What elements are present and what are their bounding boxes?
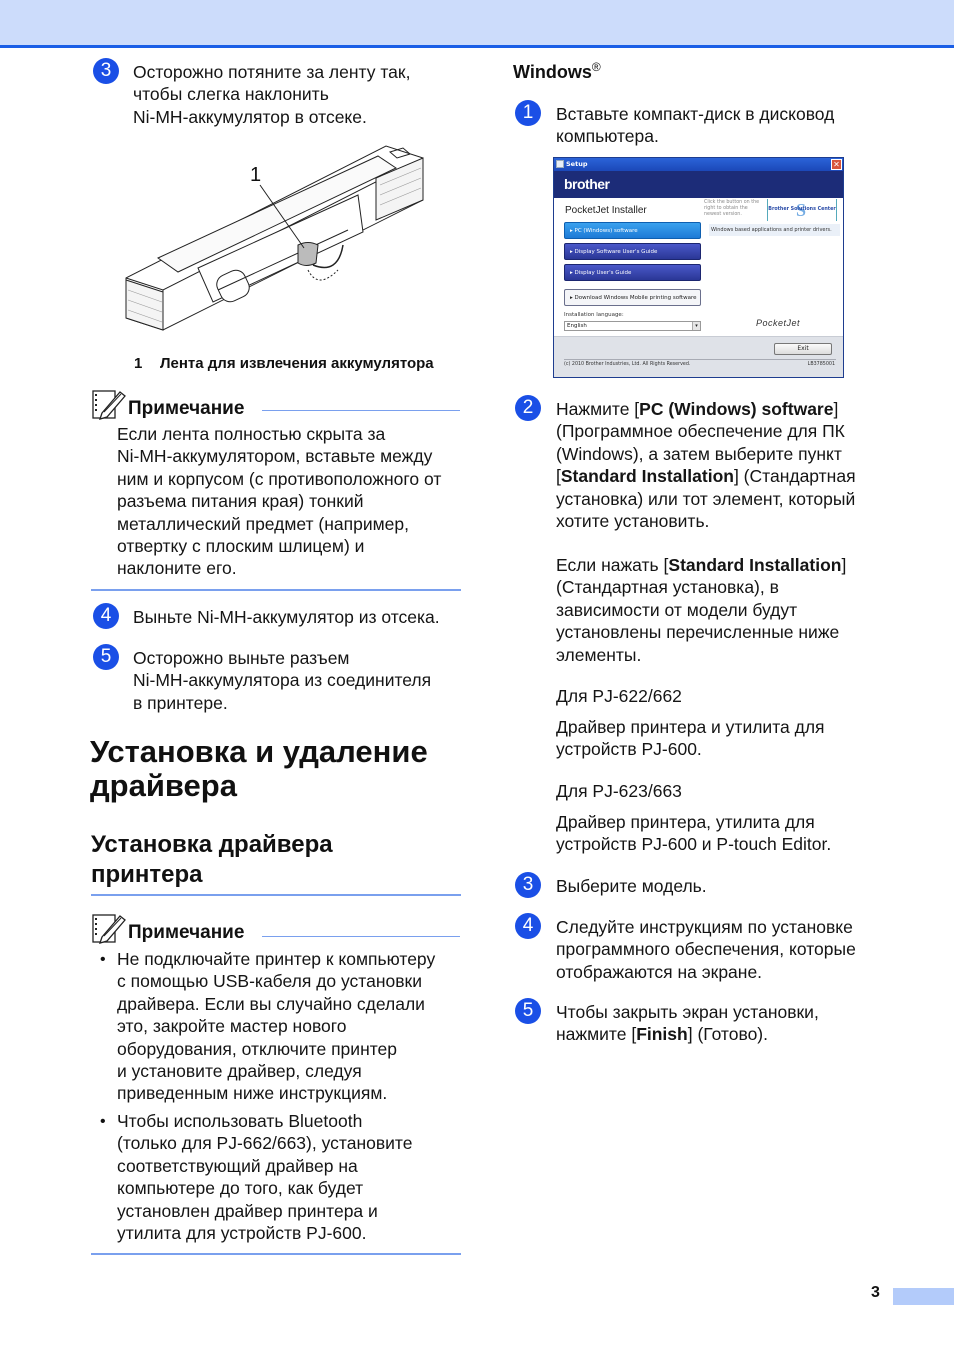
dialog-footer [554, 336, 844, 378]
text-line: с помощью USB-кабеля до установки [117, 971, 422, 992]
text-line [556, 465, 856, 487]
ui-term: Standard Installation [668, 555, 842, 575]
text-line: программного обеспечения, которые [556, 939, 856, 960]
text-line: (только для PJ-662/663), установите [117, 1133, 413, 1154]
note-title: Примечание [128, 398, 245, 419]
step-number-4: 4 [93, 603, 119, 629]
text-run: Если нажать [ [556, 555, 669, 575]
dialog-title: Setup [566, 160, 588, 168]
step4-text: Выньте Ni-MH-аккумулятор из отсека. [133, 607, 440, 627]
text-line: разъема питания края) тонкий [117, 491, 364, 512]
text-line: Драйвер принтера, утилита для [556, 812, 815, 832]
item-description: Windows based applications and printer drivers. [709, 224, 840, 236]
step3-text: Выберите модель. [556, 876, 707, 896]
text-line: Ni-MH-аккумулятора из соединителя [133, 670, 432, 691]
setup-app-icon [556, 160, 564, 168]
text-line: и установите драйвер, следуя [117, 1061, 362, 1082]
text-line: компьютере до того, как будет [117, 1178, 364, 1199]
note-pencil-icon [92, 912, 126, 944]
step5-text [556, 1001, 819, 1046]
note-header [92, 912, 244, 944]
text-line: отображаются на экране. [556, 961, 763, 982]
installer-heading: PocketJet Installer [565, 205, 647, 216]
heading-line: Установка драйвера [91, 831, 333, 858]
text-line: чтобы слегка наклонить [133, 84, 329, 105]
language-value: English [567, 323, 587, 329]
page-number: 3 [871, 1284, 880, 1301]
note-end-rule [91, 589, 461, 591]
note2-bullet2 [117, 1110, 412, 1244]
page-tab-marker [893, 1288, 954, 1305]
text-line: Драйвер принтера и утилита для [556, 717, 825, 737]
text-line: Следуйте инструкциям по установке [556, 917, 853, 937]
text-line: металлический предмет (например, [117, 513, 409, 534]
registered-mark: ® [591, 60, 601, 74]
text-line: в принтере. [133, 692, 228, 713]
text-line: соответствующий драйвер на [117, 1155, 358, 1176]
text-line: Если лента полностью скрыта за [117, 424, 386, 444]
heading-line: Установка и удаление [90, 734, 428, 769]
text-line: Не подключайте принтер к компьютеру [117, 949, 436, 969]
heading-line: принтера [91, 861, 203, 888]
dialog-titlebar [554, 158, 843, 171]
step-number-5: 5 [515, 998, 541, 1024]
text-line: установлены перечисленные ниже [556, 622, 840, 643]
figure-caption-number: 1 [134, 355, 143, 372]
step-number-3: 3 [93, 58, 119, 84]
text-run: ] [833, 399, 839, 419]
text-line: хотите установить. [556, 511, 710, 532]
bullet-glyph: • [100, 1113, 106, 1130]
copyright-text: (c) 2010 Brother Industries, Ltd. All Rights Reserved. [564, 362, 691, 367]
printer-battery-illustration [118, 140, 438, 340]
document-code: LB3785001 [807, 362, 835, 367]
text-line: отвертку с плоским шлицем) и [117, 536, 365, 557]
close-icon[interactable]: ✕ [831, 159, 842, 170]
pc-windows-software-button[interactable]: ▸ PC (Windows) software [564, 222, 701, 239]
ui-term: Standard Installation [560, 466, 734, 487]
text-run: Нажмите [ [556, 399, 640, 419]
note-header-line [262, 936, 460, 937]
text-line: оборудования, отключите принтер [117, 1038, 398, 1059]
update-hint: Click the button on the right to obtain the newest version. [704, 200, 760, 217]
text-line: компьютера. [556, 126, 659, 147]
section-heading [90, 735, 428, 803]
note-end-rule [91, 1253, 461, 1255]
subsection-heading [91, 830, 333, 890]
text-line: установлен драйвер принтера и [117, 1200, 378, 1221]
text-line: (Стандартная установка), в [556, 577, 779, 598]
step4-text [556, 916, 856, 983]
text-line: (Программное обеспечение для ПК [556, 421, 845, 442]
model1-title: Для PJ-622/662 [556, 686, 682, 706]
step5-text [133, 647, 431, 714]
step3-text [133, 61, 410, 128]
solutions-center-button[interactable] [767, 199, 837, 221]
solutions-center-logo-icon: S [796, 200, 807, 220]
text-line [556, 1023, 819, 1045]
text-line: устройств PJ-600. [556, 739, 702, 760]
text-line: установка) или тот элемент, который [556, 488, 856, 509]
step2-paragraph2 [556, 554, 846, 666]
model2-title: Для PJ-623/663 [556, 781, 682, 801]
step-number-5: 5 [93, 644, 119, 670]
subsection-rule [91, 894, 461, 896]
step2-text [556, 398, 856, 532]
text-line: ним и корпусом (с противоположного от [117, 468, 442, 489]
brother-logo: brother [554, 171, 843, 198]
heading-line: драйвера [90, 768, 237, 803]
figure-callout-1: 1 [250, 164, 262, 186]
text-line: Осторожно потяните за ленту так, [133, 62, 411, 82]
step-number-1: 1 [515, 100, 541, 126]
language-select[interactable] [564, 321, 701, 331]
header-band [0, 0, 954, 48]
note1-body [117, 423, 441, 580]
text-line: Чтобы закрыть экран установки, [556, 1002, 819, 1022]
solutions-center-label: Brother Solutions Center [768, 207, 836, 212]
text-run: ] (Готово). [687, 1024, 768, 1045]
note-title: Примечание [128, 922, 245, 943]
text-line: драйвера. Если вы случайно сделали [117, 993, 425, 1014]
setup-dialog-screenshot [553, 157, 844, 378]
ui-term: Finish [636, 1024, 688, 1045]
text-line: устройств PJ-600 и P-touch Editor. [556, 834, 832, 855]
text-line: наклоните его. [117, 558, 237, 579]
note-pencil-icon [92, 388, 126, 420]
download-mobile-software-button[interactable]: ▸ Download Windows Mobile printing software [564, 289, 701, 306]
language-label: Installation language: [564, 312, 624, 318]
step-number-3: 3 [515, 872, 541, 898]
text-line: Осторожно выньте разъем [133, 648, 350, 668]
text-line: зависимости от модели будут [556, 599, 798, 620]
model2-items [556, 811, 831, 856]
bullet-glyph: • [100, 951, 106, 968]
exit-button[interactable]: Exit [774, 343, 832, 355]
figure-caption: Лента для извлечения аккумулятора [160, 355, 434, 372]
text-run: [ [556, 466, 561, 487]
display-software-guide-button[interactable]: ▸ Display Software User's Guide [564, 243, 701, 260]
text-line [556, 554, 846, 576]
text-line: приведенным ниже инструкциям. [117, 1083, 388, 1104]
text-run: нажмите [ [556, 1024, 637, 1045]
note-header-line [262, 410, 460, 411]
text-line: Вставьте компакт-диск в дисковод [556, 104, 835, 124]
text-line: Чтобы использовать Bluetooth [117, 1111, 363, 1131]
text-line: утилита для устройств PJ-600. [117, 1223, 367, 1244]
pocketjet-logo: PocketJet [756, 318, 801, 328]
step-number-2: 2 [515, 395, 541, 421]
note2-bullet1 [117, 948, 435, 1105]
text-run: ] [841, 555, 847, 575]
os-heading-text: Windows [513, 62, 592, 82]
step-number-4: 4 [515, 913, 541, 939]
text-line: это, закройте мастер нового [117, 1016, 347, 1037]
footer-separator [564, 359, 836, 360]
text-line: (Windows), а затем выберите пункт [556, 443, 842, 464]
model1-items [556, 716, 825, 761]
text-line [556, 398, 856, 420]
text-run: ] (Стандартная [733, 466, 856, 487]
os-heading [513, 60, 601, 83]
ui-term: PC (Windows) software [639, 399, 834, 419]
note-header [92, 388, 244, 420]
text-line: элементы. [556, 644, 642, 665]
chevron-down-icon[interactable]: ▾ [692, 322, 700, 330]
step1-text [556, 103, 834, 148]
text-line: Ni-MH-аккумулятором, вставьте между [117, 446, 433, 467]
text-line: Ni-MH-аккумулятор в отсеке. [133, 106, 367, 127]
display-users-guide-button[interactable]: ▸ Display User's Guide [564, 264, 701, 281]
